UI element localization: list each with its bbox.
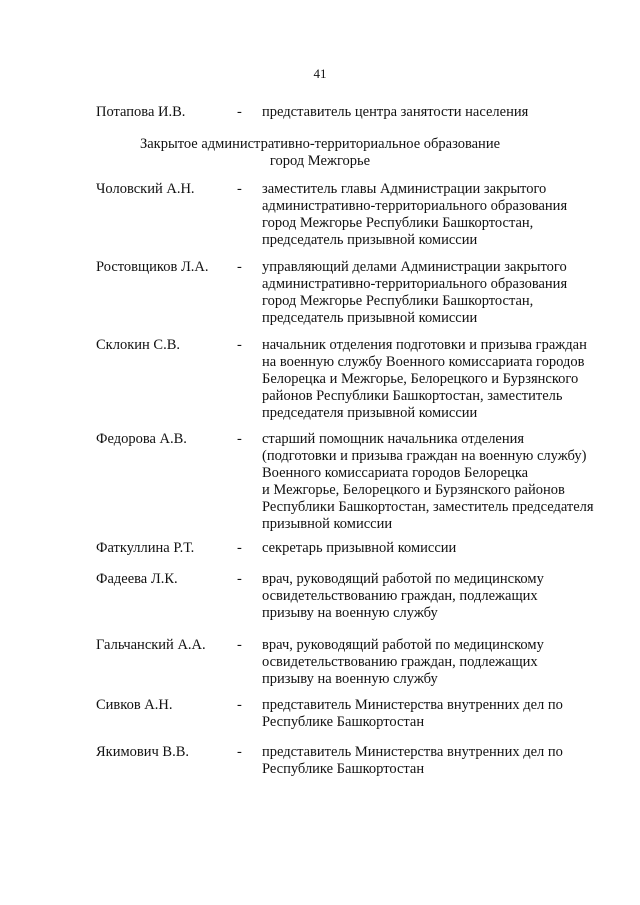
dash: - bbox=[237, 104, 242, 120]
member-name: Фадеева Л.К. bbox=[96, 571, 178, 587]
dash: - bbox=[237, 697, 242, 713]
member-role: секретарь призывной комиссии bbox=[262, 540, 457, 556]
member-name: Гальчанский А.А. bbox=[96, 637, 206, 653]
page-number: 41 bbox=[313, 66, 327, 81]
member-role: врач, руководящий работой по медицинскому освидетельствованию граждан, подлежащих призыву на военную службу bbox=[262, 637, 544, 687]
member-name: Сивков А.Н. bbox=[96, 697, 173, 713]
member-name: Ростовщиков Л.А. bbox=[96, 259, 209, 275]
dash: - bbox=[237, 744, 242, 760]
member-role: врач, руководящий работой по медицинскому освидетельствованию граждан, подлежащих призыву на военную службу bbox=[262, 571, 544, 621]
member-role: представитель центра занятости населения bbox=[262, 104, 529, 120]
member-name: Склокин С.В. bbox=[96, 337, 180, 353]
member-role: представитель Министерства внутренних дел по Республике Башкортостан bbox=[262, 744, 563, 777]
member-role: представитель Министерства внутренних дел по Республике Башкортостан bbox=[262, 697, 563, 730]
dash: - bbox=[237, 637, 242, 653]
member-name: Якимович В.В. bbox=[96, 744, 190, 760]
member-role: начальник отделения подготовки и призыва граждан на военную службу Военного комиссариата городов Белорецка и Межгорье, Белорецкого и Бурзянского районов Республики Башкортостан, заместитель председателя призывной комиссии bbox=[262, 337, 587, 421]
member-name: Потапова И.В. bbox=[96, 104, 186, 120]
member-name: Федорова А.В. bbox=[96, 431, 187, 447]
member-name: Фаткуллина Р.Т. bbox=[96, 540, 195, 556]
dash: - bbox=[237, 259, 242, 275]
dash: - bbox=[237, 540, 242, 556]
member-role: старший помощник начальника отделения (подготовки и призыва граждан на военную службу) Военного комиссариата городов Белорецка и Межгорье, Белорецкого и Бурзянского районов Республики Башкортостан, заместитель председателя призывной комиссии bbox=[262, 431, 594, 532]
section-heading: Закрытое административно-территориальное образование город Межгорье bbox=[139, 136, 501, 169]
dash: - bbox=[237, 181, 242, 197]
dash: - bbox=[237, 571, 242, 587]
member-role: управляющий делами Администрации закрытого административно-территориального образования город Межгорье Республики Башкортостан, председатель призывной комиссии bbox=[262, 259, 568, 326]
member-name: Чоловский А.Н. bbox=[96, 181, 195, 197]
dash: - bbox=[237, 337, 242, 353]
member-role: заместитель главы Администрации закрытого административно-территориального образования город Межгорье Республики Башкортостан, председатель призывной комиссии bbox=[262, 181, 568, 248]
dash: - bbox=[237, 431, 242, 447]
